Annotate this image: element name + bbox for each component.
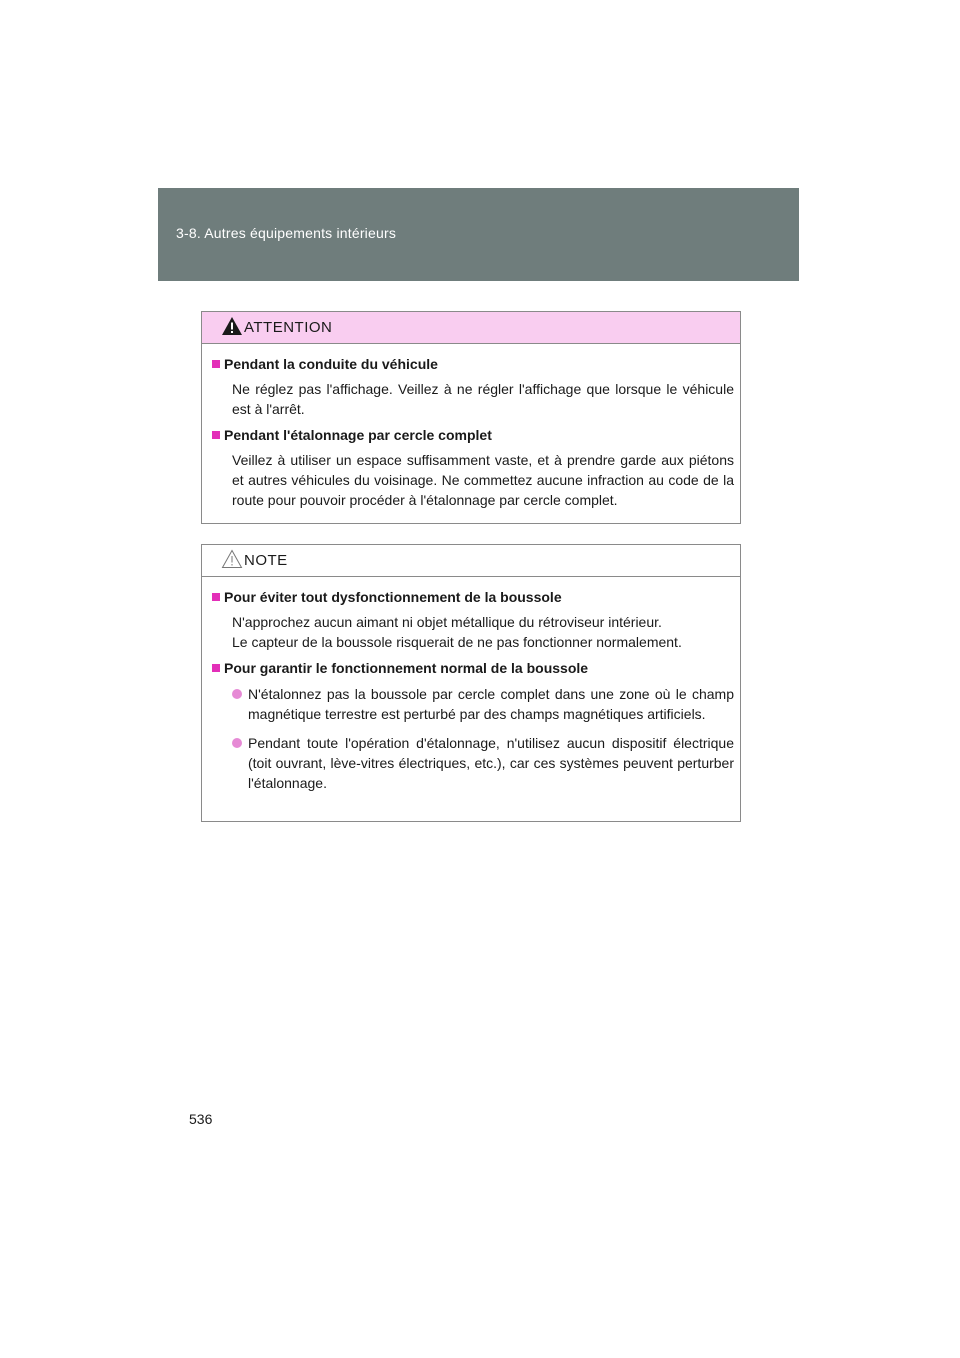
- circle-bullet-icon: [232, 689, 242, 699]
- note-box: [201, 544, 741, 822]
- square-bullet-icon: [212, 431, 220, 439]
- note-header: [202, 545, 740, 577]
- note-body: [202, 577, 740, 793]
- square-bullet-icon: [212, 664, 220, 672]
- caution-outline-icon: [221, 549, 243, 569]
- note-bullet-item: Pendant toute l'opération d'étalonnage, n'utilisez aucun dispositif électrique (toit ouvrant, lève-vitres électriques, etc.), car ces systèmes peuvent perturber l'étalonnage.: [232, 733, 734, 793]
- section-title: 3-8. Autres équipements intérieurs: [176, 225, 397, 241]
- attention-body: [202, 344, 740, 510]
- circle-bullet-icon: [232, 738, 242, 748]
- note-text-malfunction: N'approchez aucun aimant ni objet métallique du rétroviseur intérieur. Le capteur de la boussole risquerait de ne pas fonctionner normalement.: [232, 614, 682, 650]
- note-title: NOTE: [244, 552, 288, 569]
- section-header-band: [158, 188, 799, 281]
- note-heading-normal-operation: Pour garantir le fonctionnement normal de la boussole: [212, 658, 734, 678]
- attention-heading-calibration: Pendant l'étalonnage par cercle complet: [212, 425, 734, 445]
- attention-box: [201, 311, 741, 524]
- attention-text-calibration: Veillez à utiliser un espace suffisamment vaste, et à prendre garde aux piétons et autres véhicules du voisinage. Ne commettez aucune infraction au code de la route pour pouvoir procéder à l'étalonnage par cercle complet.: [232, 452, 734, 508]
- attention-title: ATTENTION: [244, 319, 333, 336]
- square-bullet-icon: [212, 593, 220, 601]
- attention-text-driving: Ne réglez pas l'affichage. Veillez à ne régler l'affichage que lorsque le véhicule est à l'arrêt.: [232, 381, 734, 417]
- square-bullet-icon: [212, 360, 220, 368]
- note-heading-malfunction: Pour éviter tout dysfonctionnement de la boussole: [212, 587, 734, 607]
- page-number: 536: [189, 1111, 213, 1127]
- note-bullet-item: N'étalonnez pas la boussole par cercle complet dans une zone où le champ magnétique terrestre est perturbé par des champs magnétiques artificiels.: [232, 684, 734, 724]
- attention-heading-driving: Pendant la conduite du véhicule: [212, 354, 734, 374]
- warning-icon: [221, 316, 243, 336]
- attention-header: [202, 312, 740, 344]
